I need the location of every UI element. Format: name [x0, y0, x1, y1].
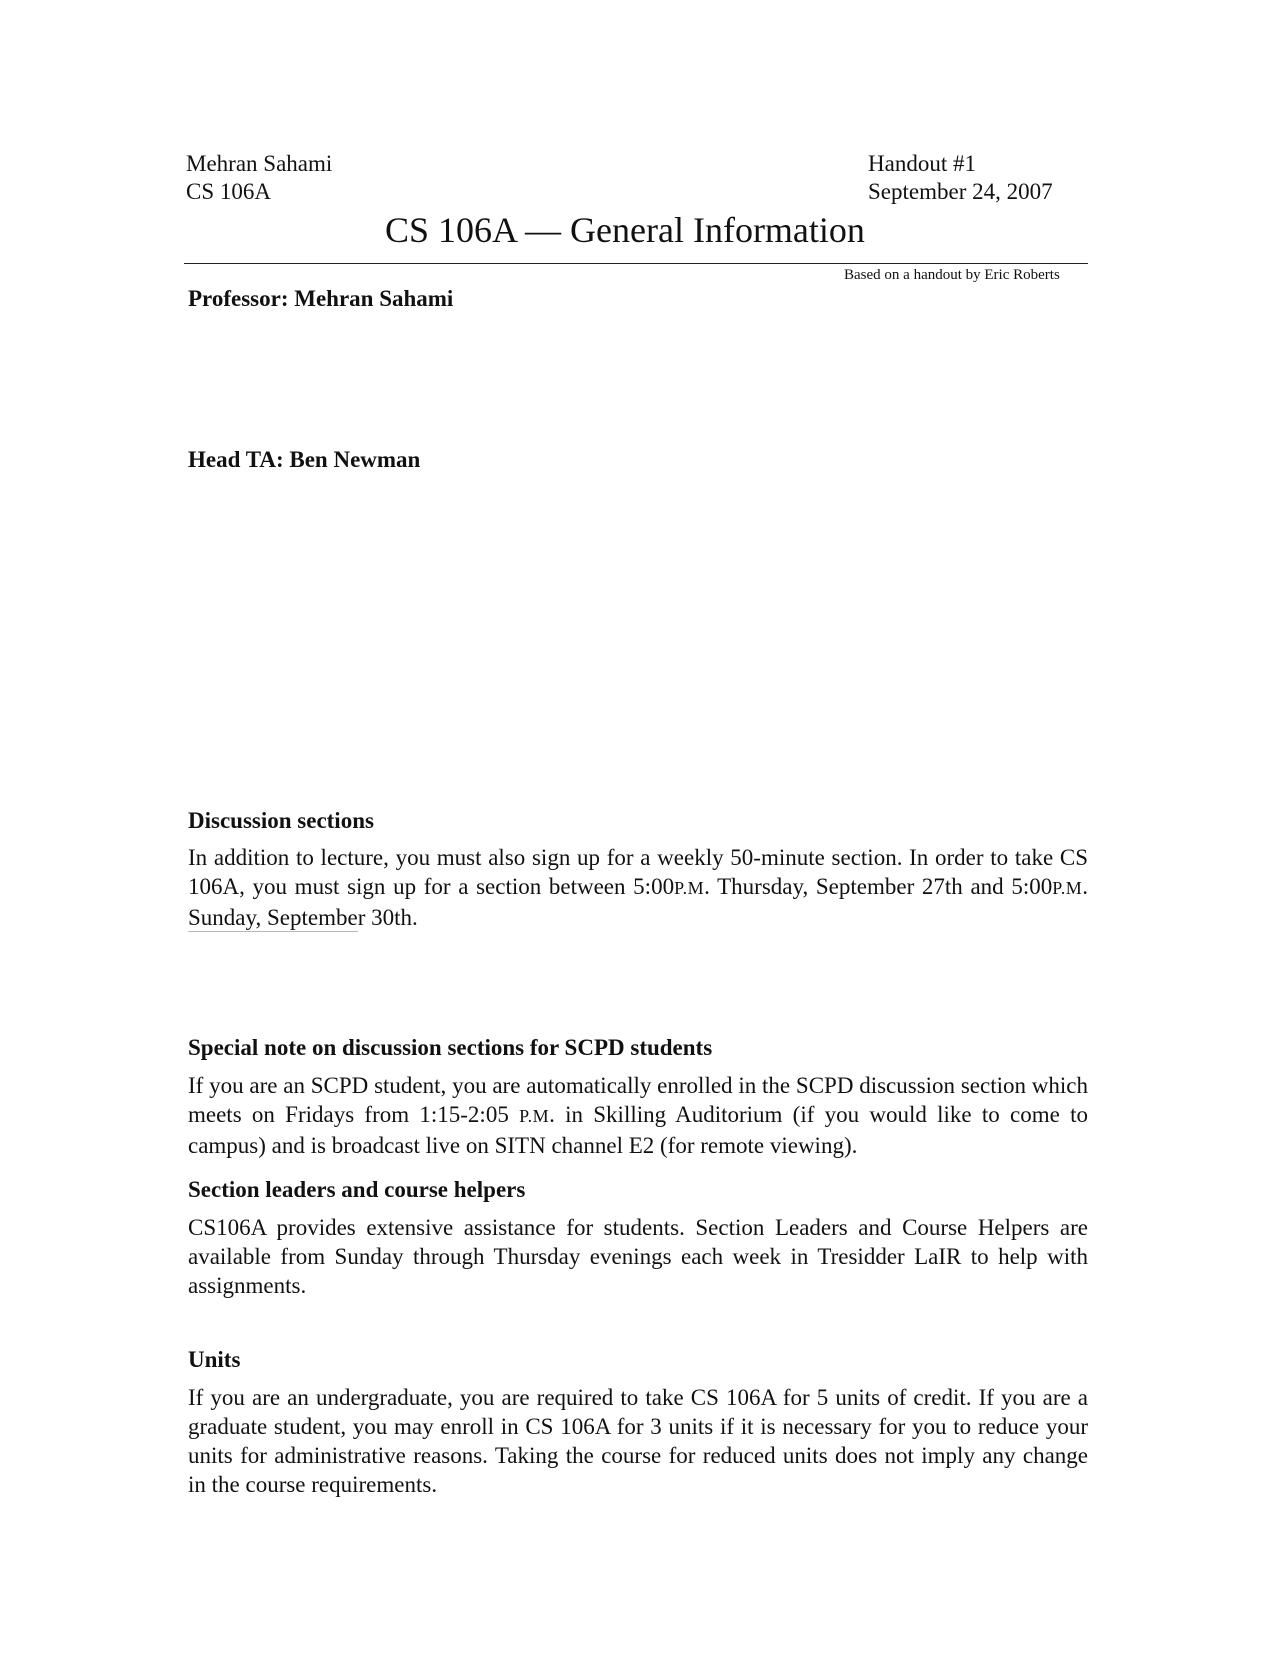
leaders-heading: Section leaders and course helpers: [188, 1177, 526, 1202]
scpd-pm: P.M: [519, 1106, 550, 1126]
units-heading: Units: [188, 1347, 241, 1372]
scpd-text-2: . in Skilling Auditorium (if you would like to come to campus) and is broadcast live on SITN channel E2 (for remote viewing).: [188, 1102, 1088, 1158]
units-paragraph: If you are an undergraduate, you are required to take CS 106A for 5 units of credit. If you are a graduate student, you may enroll in CS 106A for 3 units if it is necessary for you to reduce your units for administrative reasons. Taking the course for reduced units does not imply any change in the course requirements.: [188, 1385, 1088, 1497]
scpd-heading: Special note on discussion sections for SCPD students: [188, 1035, 713, 1060]
discussion-heading: Discussion sections: [188, 808, 374, 833]
professor-heading: Professor: Mehran Sahami: [188, 286, 454, 311]
discussion-text-1: In addition to lecture, you must also sign up for a weekly 50-minute section. In order to take CS 106A, you must sign up for a section between 5:00: [188, 845, 1088, 899]
leaders-paragraph: CS106A provides extensive assistance for students. Section Leaders and Course Helpers are available from Sunday through Thursday evenings each week in Tresidder LaIR to help with assignments.: [188, 1215, 1088, 1298]
credit-note: Based on a handout by Eric Roberts: [844, 267, 1060, 283]
title-rule: [184, 263, 1088, 264]
handout-number: Handout #1: [868, 151, 976, 176]
discussion-pm-1: P.M: [674, 878, 705, 898]
discussion-pm-2: P.M: [1052, 878, 1083, 898]
faint-underline: [188, 931, 358, 932]
discussion-paragraph: [188, 843, 1088, 932]
scpd-text-1: If you are an SCPD student, you are automatically enrolled in the SCPD discussion section which meets on Fridays from 1:15-2:05: [188, 1073, 1088, 1127]
handout-date: September 24, 2007: [868, 179, 1053, 204]
discussion-text-3: . Sunday, September 30th.: [188, 874, 1088, 930]
discussion-text-2: . Thursday, September 27th and 5:00: [704, 874, 1053, 899]
scpd-paragraph: [188, 1071, 1088, 1160]
page-title: CS 106A — General Information: [385, 210, 865, 250]
course-code: CS 106A: [186, 179, 271, 204]
author-name: Mehran Sahami: [186, 151, 333, 176]
head-ta-heading: Head TA: Ben Newman: [188, 447, 421, 472]
